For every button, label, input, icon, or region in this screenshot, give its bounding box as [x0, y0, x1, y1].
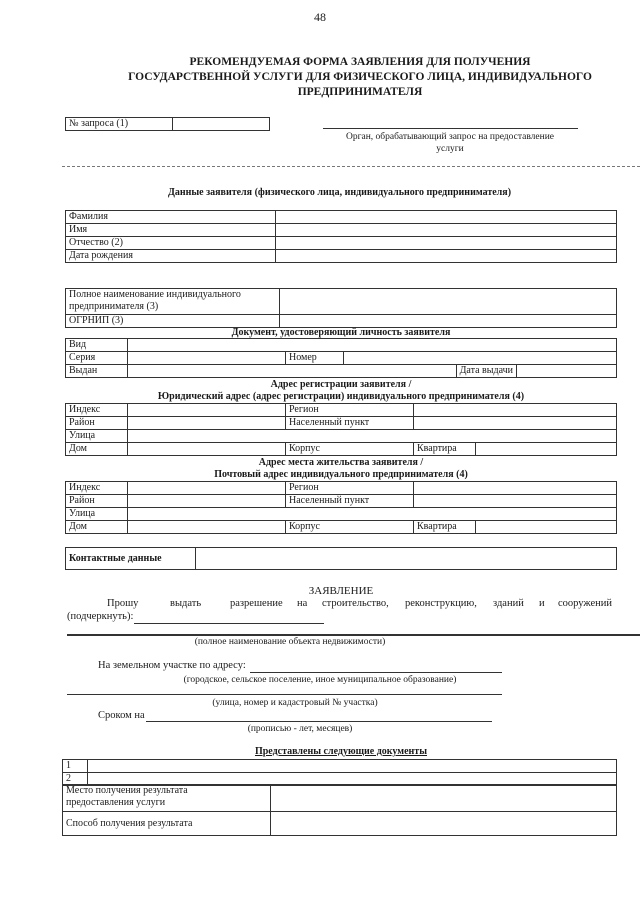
mail-index-field[interactable]	[128, 482, 286, 495]
ogrnip-field[interactable]	[280, 315, 617, 328]
reg-street-field[interactable]	[128, 430, 617, 443]
mail-locality-field[interactable]	[414, 495, 617, 508]
mail-district-label: Район	[66, 495, 128, 508]
word-prosu: Прошу	[107, 598, 139, 609]
name-field[interactable]	[276, 224, 617, 237]
term-line[interactable]	[146, 721, 492, 722]
land-label: На земельном участке по адресу:	[98, 660, 246, 671]
object-name-line[interactable]	[67, 634, 640, 636]
word-vydat: выдать	[170, 598, 202, 609]
separator-line	[62, 166, 640, 167]
contacts-label: Контактные данные	[66, 548, 196, 570]
request-number-field[interactable]	[173, 118, 270, 131]
surname-label: Фамилия	[66, 211, 276, 224]
reg-address-heading-1: Адрес регистрации заявителя /	[270, 379, 412, 390]
reg-address-heading-2: Юридический адрес (адрес регистрации) индивидуального предпринимателя (4)	[157, 391, 525, 402]
ip-name-label	[66, 289, 280, 315]
reg-index-label: Индекс	[66, 404, 128, 417]
doc-issue-date-field[interactable]	[517, 365, 617, 378]
doc-issued-field[interactable]	[128, 365, 457, 378]
doc-row-num-1: 1	[63, 760, 88, 773]
result-place-field[interactable]	[271, 785, 617, 812]
word-razreshenie: разрешение	[230, 598, 283, 609]
birthdate-field[interactable]	[276, 250, 617, 263]
reg-index-field[interactable]	[128, 404, 286, 417]
ogrnip-label: ОГРНИП (3)	[66, 315, 280, 328]
mail-apartment-field[interactable]	[476, 521, 617, 534]
reg-region-label: Регион	[286, 404, 414, 417]
result-method-label: Способ получения результата	[63, 812, 271, 836]
land-caption: (городское, сельское поселение, иное муниципальное образование)	[183, 675, 457, 685]
reg-building-label: Корпус	[286, 443, 414, 456]
mail-locality-label: Населенный пункт	[286, 495, 414, 508]
doc-kind-label: Вид	[66, 339, 128, 352]
id-doc-heading: Документ, удостоверяющий личность заявителя	[231, 327, 451, 338]
reg-locality-field[interactable]	[414, 417, 617, 430]
doc-number-label: Номер	[286, 352, 344, 365]
word-na: на	[297, 598, 308, 609]
doc-series-label: Серия	[66, 352, 128, 365]
result-table	[62, 784, 617, 836]
name-label: Имя	[66, 224, 276, 237]
term-caption: (прописью - лет, месяцев)	[247, 724, 353, 734]
underline-hint: (подчеркнуть):	[67, 611, 134, 622]
word-rekonstrukciyu: реконструкцию,	[405, 598, 477, 609]
reg-apartment-label: Квартира	[414, 443, 476, 456]
mail-address-heading-2: Почтовый адрес индивидуального предпринимателя (4)	[214, 469, 468, 480]
title-line-3: ПРЕДПРИНИМАТЕЛЯ	[297, 86, 423, 98]
reg-locality-label: Населенный пункт	[286, 417, 414, 430]
underline-hint-line[interactable]	[134, 623, 324, 624]
reg-district-label: Район	[66, 417, 128, 430]
authority-caption-1: Орган, обрабатывающий запрос на предоставление	[345, 132, 555, 142]
street-caption: (улица, номер и кадастровый № участка)	[212, 698, 378, 708]
street-line[interactable]	[67, 694, 502, 695]
mail-address-heading	[65, 457, 617, 481]
result-place-label-1: Место получения результата	[66, 785, 188, 796]
mail-region-field[interactable]	[414, 482, 617, 495]
patronymic-label: Отчество (2)	[66, 237, 276, 250]
person-table	[65, 210, 617, 263]
reg-street-label: Улица	[66, 430, 128, 443]
reg-region-field[interactable]	[414, 404, 617, 417]
authority-line[interactable]	[323, 128, 578, 129]
mail-index-label: Индекс	[66, 482, 128, 495]
ip-table	[65, 288, 617, 328]
mail-region-label: Регион	[286, 482, 414, 495]
doc-issue-date-label: Дата выдачи	[456, 365, 516, 378]
doc-number-field[interactable]	[344, 352, 617, 365]
reg-apartment-field[interactable]	[476, 443, 617, 456]
id-doc-table	[65, 338, 617, 378]
doc-issued-label: Выдан	[66, 365, 128, 378]
result-place-label-2: предоставления услуги	[66, 797, 166, 808]
title-line-1: РЕКОМЕНДУЕМАЯ ФОРМА ЗАЯВЛЕНИЯ ДЛЯ ПОЛУЧЕНИЯ	[189, 56, 531, 68]
doc-series-field[interactable]	[128, 352, 286, 365]
object-caption: (полное наименование объекта недвижимости)	[194, 637, 386, 647]
form-title	[100, 55, 620, 100]
page-number: 48	[314, 10, 326, 24]
request-number-table	[65, 117, 270, 131]
request-number-label: № запроса (1)	[66, 118, 173, 131]
patronymic-field[interactable]	[276, 237, 617, 250]
reg-address-table	[65, 403, 617, 456]
result-method-field[interactable]	[271, 812, 617, 836]
word-sooruzheniy: сооружений	[558, 598, 613, 609]
word-zdaniy: зданий	[493, 598, 524, 609]
authority-caption-2: услуги	[436, 144, 464, 154]
applicant-heading: Данные заявителя (физического лица, индивидуального предпринимателя)	[167, 187, 512, 198]
ip-name-label-2: предпринимателя (3)	[69, 301, 159, 312]
reg-house-field[interactable]	[128, 443, 286, 456]
reg-address-heading	[65, 379, 617, 403]
mail-street-label: Улица	[66, 508, 128, 521]
word-i: и	[539, 598, 545, 609]
mail-building-label: Корпус	[286, 521, 414, 534]
mail-street-field[interactable]	[128, 508, 617, 521]
land-address-line[interactable]	[250, 672, 502, 673]
contacts-field[interactable]	[196, 548, 617, 570]
mail-apartment-label: Квартира	[414, 521, 476, 534]
docs-heading: Представлены следующие документы	[254, 746, 428, 757]
ip-name-field[interactable]	[280, 289, 617, 315]
ip-name-label-1: Полное наименование индивидуального	[69, 289, 241, 300]
mail-address-table	[65, 481, 617, 534]
surname-field[interactable]	[276, 211, 617, 224]
doc-kind-field[interactable]	[128, 339, 617, 352]
authority-caption	[320, 131, 580, 155]
mail-address-heading-1: Адрес места жительства заявителя /	[258, 457, 424, 468]
docs-table	[62, 759, 617, 786]
birthdate-label: Дата рождения	[66, 250, 276, 263]
term-label: Сроком на	[98, 710, 145, 721]
title-line-2: ГОСУДАРСТВЕННОЙ УСЛУГИ ДЛЯ ФИЗИЧЕСКОГО ЛИЦА, ИНДИВИДУАЛЬНОГО	[128, 71, 592, 83]
reg-house-label: Дом	[66, 443, 128, 456]
result-place-label	[63, 785, 271, 812]
doc-row-num-2: 2	[63, 773, 88, 786]
reg-district-field[interactable]	[128, 417, 286, 430]
mail-house-label: Дом	[66, 521, 128, 534]
statement-heading: ЗАЯВЛЕНИЕ	[308, 585, 374, 597]
word-stroitelstvo: строительство,	[322, 598, 389, 609]
contacts-table	[65, 547, 617, 570]
mail-house-field[interactable]	[128, 521, 286, 534]
doc-row-field-1[interactable]	[88, 760, 617, 773]
mail-district-field[interactable]	[128, 495, 286, 508]
